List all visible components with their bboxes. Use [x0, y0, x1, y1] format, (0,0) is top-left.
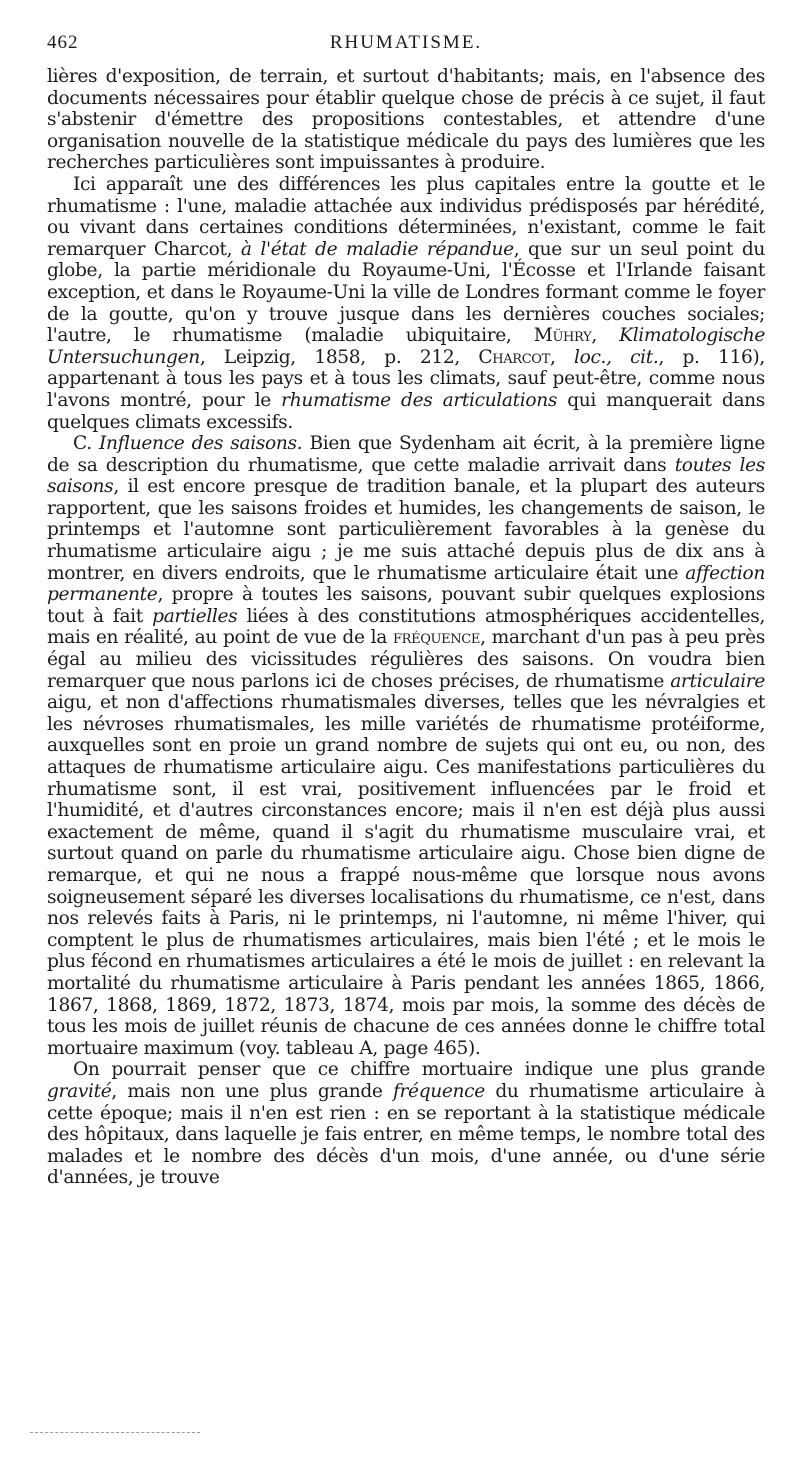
text-run: lières d'exposition, de terrain, et surtout d'habitants; mais, en l'absence des documents nécessaires pour établir quelque chose de précis à ce sujet, il faut s'abstenir d'émettre des propositions contestables, et attendre d'une organisation nouvelle de la statistique médicale du pays des lumières que les recherches particulières sont impuissantes à produire.: [47, 66, 765, 174]
small-caps-text: Mühry: [533, 325, 592, 347]
text-run: , propre à toutes les saisons, pouvant subir quelques explosions tout à fait: [47, 584, 765, 627]
italic-text: affection permanente: [47, 562, 765, 606]
text-run: , il est encore presque de tradition banale, et la plupart des auteurs rapportent, que les saisons froides et humides, les changements de saison, le printemps et l'automne sont particulièrement favorables à la genèse du rhumatisme articulaire aigu ; je me suis attaché depuis plus de dix ans à montrer, en divers endroits, que le rhumatisme articulaire était une: [47, 476, 765, 584]
paragraph-2: [47, 174, 765, 433]
text-run: , mais non une plus grande: [111, 1080, 393, 1102]
italic-text: partielles: [152, 605, 238, 627]
running-title: RHUMATISME.: [329, 32, 483, 53]
page-header: [47, 28, 765, 58]
italic-text: Influence des saisons.: [99, 433, 303, 455]
italic-text: fréquence: [392, 1080, 485, 1102]
italic-text: rhumatisme des articulations: [281, 389, 558, 411]
text-run: du rhumatisme articulaire à cette époque; mais il n'en est rien : en se reportant à la statistique médicale des hôpitaux, dans laquelle je fais entrer, en même temps, le nombre total des malades et le nombre des décès d'un mois, d'une année, ou d'une série d'années, je trouve: [47, 1080, 766, 1189]
text-run: qui manquerait dans quelques climats excessifs.: [47, 389, 765, 433]
paragraph-3: [47, 433, 765, 1059]
text-run: Bien que Sydenham ait écrit, à la première ligne de sa description du rhumatisme, que cette maladie arrivait dans: [47, 433, 766, 476]
text-run: aigu, et non d'affections rhumatismales diverses, telles que les névralgies et les névroses rhumatismales, les mille variétés de rhumatisme protéiforme, auxquelles sont en proie un grand nombre de sujets qui ont eu, ou non, des attaques de rhumatisme articulaire aigu. Ces manifestations particulières du rhumatisme sont, il est vrai, positivement influencées par le froid et l'humidité, et d'autres circonstances encore; mais il n'en est déjà plus aussi exactement de même, quand il s'agit du rhumatisme musculaire vrai, et surtout quand on parle du rhumatisme articulaire aigu. Chose bien digne de remarque, et qui ne nous a frappé nous-même que lorsque nous avons soigneusement séparé les diverses localisations du rhumatisme, ce n'est, dans nos relevés faits à Paris, ni le printemps, ni l'automne, ni même l'hiver, qui comptent le plus de rhumatismes articulaires, mais bien l'été ; et le mois le plus fécond en rhumatismes articulaires a été le mois de juillet : en relevant la mortalité du rhumatisme articulaire à Paris pendant les années 1865, 1866, 1867, 1868, 1869, 1872, 1873, 1874, mois par mois, la somme des décès de tous les mois de juillet réunis de chacune de ces années donne le chiffre total mortuaire maximum (voy. tableau A, page 465).: [47, 692, 765, 1059]
italic-text: gravité: [47, 1080, 112, 1102]
page-number: 462: [47, 32, 79, 53]
text-run: Ici apparaît une des différences les plus capitales entre la goutte et le rhumatisme : l'une, maladie attachée aux individus prédisposés par hérédité, ou vivant dans certaines conditions déterminées, n'existant, comme le fait remarquer Charcot,: [47, 173, 765, 260]
small-caps-text: Charcot: [478, 346, 550, 368]
text-run: , que sur un seul point du globe, la partie méridionale du Royaume-Uni, l'Écosse et l'Irlande faisant exception, et dans le Royaume-Uni la ville de Londres formant comme le foyer de la goutte, qu'on y trouve jusque dans les dernières couches sociales; l'autre, le rhumatisme (maladie ubiquitaire,: [47, 238, 765, 347]
text-run: , p. 116), appartenant à tous les pays et à tous les climats, sauf peut-être, comme nous l'avons montré, pour le: [47, 346, 765, 411]
text-run: , Leipzig, 1858, p. 212,: [199, 346, 479, 368]
page: [47, 28, 765, 1189]
paragraph-4: [47, 1059, 765, 1189]
italic-text: à l'état de maladie répandue: [240, 238, 514, 260]
paragraph-1: [47, 66, 765, 174]
text-run: On pourrait penser que ce chiffre mortuaire indique une plus grande: [73, 1059, 765, 1081]
text-run: ,: [549, 346, 574, 368]
text-run: ,: [591, 325, 620, 347]
text-run: liées à des constitutions atmosphériques accidentelles, mais en réalité, au point de vue de la: [47, 605, 766, 649]
body-text: [47, 66, 765, 1189]
italic-text: articulaire: [670, 670, 765, 692]
italic-text: toutes les saisons: [47, 454, 765, 498]
text-run: C.: [73, 433, 100, 455]
small-caps-text: fréquence: [392, 627, 481, 649]
italic-text: loc., cit.: [574, 346, 659, 368]
italic-text: Klimatologische Untersuchungen: [47, 325, 766, 368]
text-run: , marchant d'un pas à peu près égal au milieu des vicissitudes régulières des saisons. On voudra bien remarquer que nous parlons ici de choses précises, de rhumatisme: [47, 627, 765, 692]
footer-rule: [30, 1432, 200, 1433]
